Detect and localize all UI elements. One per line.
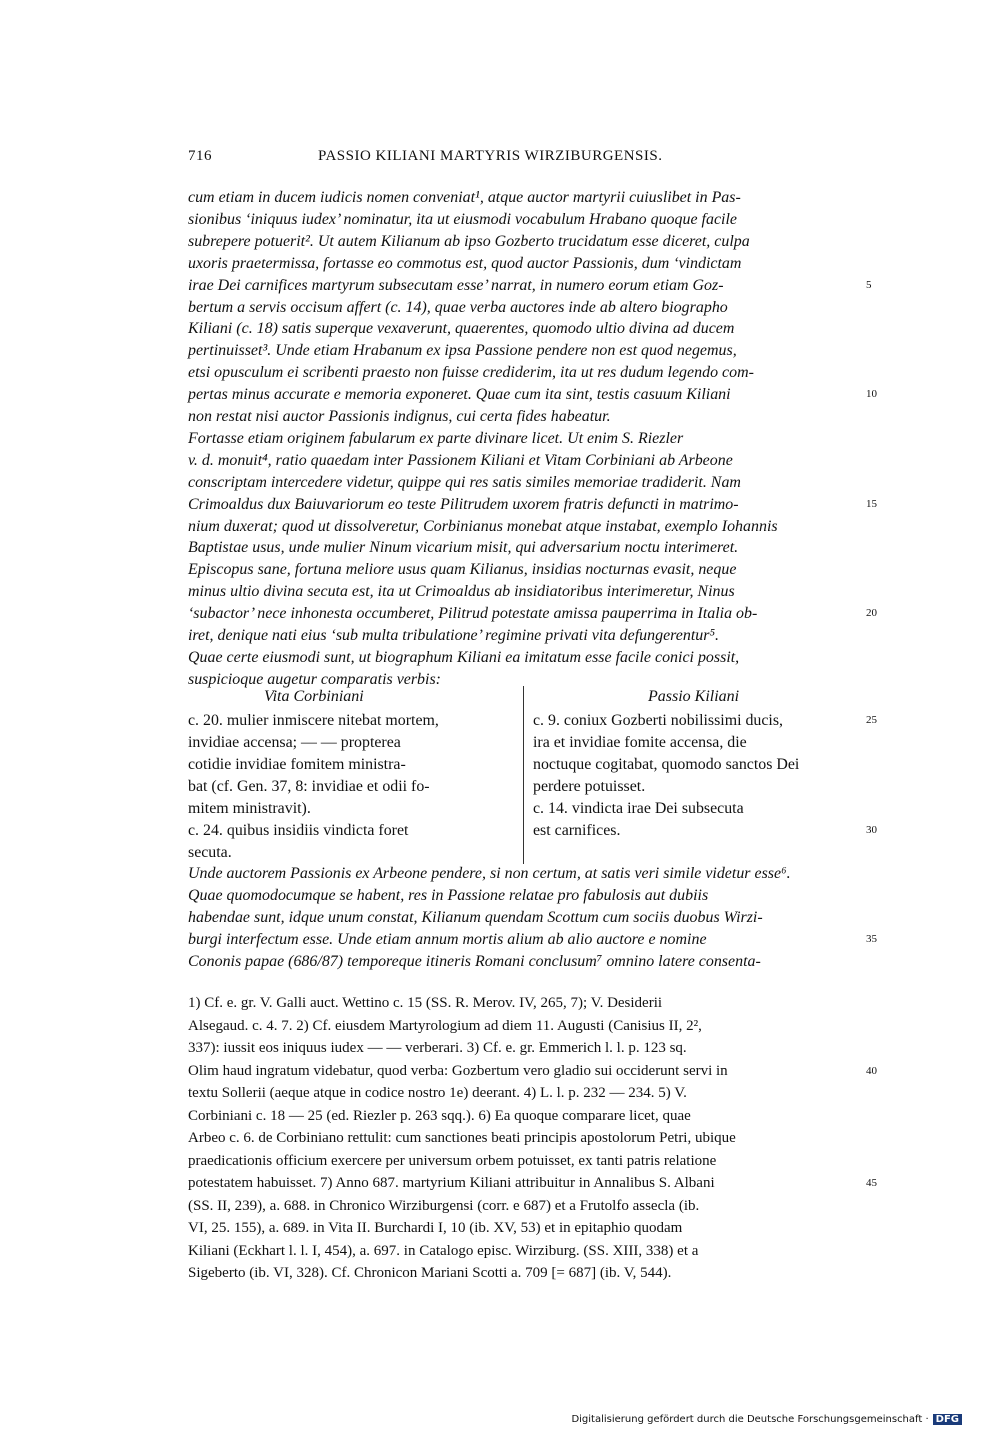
column-line: est carnifices. [533, 822, 621, 839]
text-line: non restat nisi auctor Passionis indignus, cui certa fides habeatur. [188, 408, 611, 425]
column-line: c. 24. quibus insidiis vindicta foret [188, 822, 409, 839]
footnote-line: textu Sollerii (aeque atque in codice nostro 1e) deerant. 4) L. l. p. 232 — 234. 5) V. [188, 1085, 687, 1101]
line-number: 20 [866, 607, 877, 620]
text-line: etsi opusculum ei scribenti praesto non fuisse crediderim, ita ut res dudum legendo com- [188, 364, 754, 382]
text-line: Crimoaldus dux Baiuvariorum eo teste Pilitrudem uxorem fratris defuncti in matrimo- [188, 495, 739, 513]
line-number: 35 [866, 933, 877, 945]
column-line: invidiae accensa; — — propterea [188, 734, 401, 751]
column-line: c. 14. vindicta irae Dei subsecuta [533, 800, 744, 817]
line-number: 5 [866, 278, 872, 291]
text-line: Unde auctorem Passionis ex Arbeone pendere, si non certum, at satis veri simile videtur esse⁶. [188, 865, 791, 882]
column-line: mitem ministravit). [188, 800, 311, 817]
text-line: habendae sunt, idque unum constat, Kilianum quendam Scottum cum sociis duobus Wirzi- [188, 909, 763, 926]
footnote-line: Alsegaud. c. 4. 7. 2) Cf. eiusdem Martyrologium ad diem 11. Augusti (Canisius II, 2², [188, 1017, 702, 1034]
text-line: minus ultio divina secuta est, ita ut Crimoaldus ab insidiatoribus interimeretur, Ninus [188, 583, 735, 601]
column-divider [523, 686, 524, 864]
column-line: secuta. [188, 844, 232, 861]
text-line: conscriptam intercedere videtur, quippe qui res satis similes memoriae tradiderit. Nam [188, 473, 741, 491]
text-line: cum etiam in ducem iudicis nomen conveniat¹, atque auctor martyrii cuiuslibet in Pas- [188, 189, 741, 206]
text-line: iret, denique nati eius ‘sub multa tribulatione’ regimine privati vita defungerentur⁵. [188, 627, 720, 644]
footnote-line: praedicationis officium exercere per universum orbem potuisset, ex tanti patris relatione [188, 1152, 717, 1169]
line-number: 15 [866, 497, 877, 510]
column-line: noctuque cogitabat, quomodo sanctos Dei [533, 756, 800, 773]
digitization-credit [571, 1414, 962, 1425]
dfg-logo: DFG [933, 1414, 962, 1425]
footnote-line: VI, 25. 155), a. 689. in Vita II. Burchardi I, 10 (ib. XV, 53) et in epitaphio quodam [188, 1220, 683, 1236]
text-line: nium duxerat; quod ut dissolveretur, Corbinianus monebat atque instabat, exemplo Iohannis [188, 517, 778, 535]
text-line: Quae certe eiusmodi sunt, ut biographum Kiliani ea imitatum esse facile conici possit, [188, 648, 740, 666]
text-line: sionibus ‘iniquus iudex’ nominatur, ita ut eiusmodi vocabulum Hrabano quoque facile [188, 210, 737, 228]
left-column-text [188, 710, 516, 864]
text-line: Quae quomodocumque se habent, res in Passione relatae pro fabulosis aut dubiis [188, 887, 709, 904]
footnote-line: potestatem habuisset. 7) Anno 687. martyrium Kiliani attribuitur in Annalibus S. Albani [188, 1175, 715, 1191]
column-line: bat (cf. Gen. 37, 8: invidiae et odii fo- [188, 778, 430, 795]
text-line: pertas minus accurate e memoria exponeret. Quae cum ita sint, testis casuum Kiliani [188, 386, 731, 404]
text-line: Kiliani (c. 18) satis superque vexaverunt, quaerentes, quomodo ultio divina ad ducem [188, 320, 735, 338]
page-number: 716 [188, 148, 212, 164]
text-line: subrepere potuerit². Ut autem Kilianum ab ipso Gozberto trucidatum esse diceret, culpa [188, 232, 750, 250]
footnote-line: 337): iussit eos iniquus iudex — — verberari. 3) Cf. e. gr. Emmerich l. l. p. 123 sq. [188, 1040, 687, 1056]
text-line: irae Dei carnifices martyrum subsecutam esse’ narrat, in numero eorum etiam Goz- [188, 276, 724, 294]
column-line: ira et invidiae fomite accensa, die [533, 734, 747, 751]
line-number: 45 [866, 1177, 877, 1189]
text-line: Cononis papae (686/87) temporeque itineris Romani conclusum⁷ omnino latere consenta- [188, 953, 761, 970]
text-line: burgi interfectum esse. Unde etiam annum mortis alium ab alio auctore e nomine [188, 931, 707, 948]
right-column-title: Passio Kiliani [648, 688, 740, 705]
footnote-line: Arbeo c. 6. de Corbiniano rettulit: cum sanctiones beati principis apostolorum Petri, ubique [188, 1130, 736, 1146]
column-line: c. 20. mulier inmiscere nitebat mortem, [188, 712, 439, 729]
text-line: uxoris praetermissa, fortasse eo commotus est, quod auctor Passionis, dum ‘vindictam [188, 254, 742, 272]
right-column-text [533, 710, 861, 842]
column-line: cotidie invidiae fomitem ministra- [188, 756, 406, 773]
footnote-line: Corbiniani c. 18 — 25 (ed. Riezler p. 263 sqq.). 6) Ea quoque comparare licet, quae [188, 1107, 691, 1124]
text-line: pertinuisset³. Unde etiam Hrabanum ex ipsa Passione pendere non est quod negemus, [188, 342, 737, 360]
running-title: PASSIO KILIANI MARTYRIS WIRZIBURGENSIS. [318, 148, 663, 164]
text-line: ‘subactor’ nece inhonesta occumberet, Pilitrud potestate amissa pauperrima in Italia ob- [188, 605, 758, 623]
column-line: perdere potuisset. [533, 778, 646, 795]
footnote-line: Sigeberto (ib. VI, 328). Cf. Chronicon Mariani Scotti a. 709 [= 687] (ib. V, 544). [188, 1265, 672, 1281]
text-line: v. d. monuit⁴, ratio quaedam inter Passionem Kiliani et Vitam Corbiniani ab Arbeone [188, 451, 733, 469]
footnote-line: (SS. II, 239), a. 688. in Chronico Wirziburgensi (corr. e 687) et a Frutolfo assecla (ib. [188, 1197, 700, 1214]
footnote-line: Kiliani (Eckhart l. l. I, 454), a. 697. in Catalogo episc. Wirziburg. (SS. XIII, 338) et a [188, 1242, 699, 1259]
text-line: Baptistae usus, unde mulier Ninum vicarium misit, qui adversarium noctu interimeret. [188, 539, 739, 557]
text-line: Fortasse etiam originem fabularum ex parte divinare licet. Ut enim S. Riezler [188, 429, 684, 447]
text-line: Episcopus sane, fortuna meliore usus quam Kilianus, insidias nocturnas evasit, neque [188, 561, 737, 579]
column-line: c. 9. coniux Gozberti nobilissimi ducis, [533, 712, 784, 729]
text-line: suspicioque augetur comparatis verbis: [188, 670, 441, 688]
line-number: 40 [866, 1064, 877, 1077]
line-number: 25 [866, 714, 877, 726]
left-column-title: Vita Corbiniani [264, 688, 364, 705]
line-number: 10 [866, 388, 877, 401]
text-line: bertum a servis occisum affert (c. 14), quae verba auctores inde ab altero biographo [188, 298, 728, 316]
footnote-line: Olim haud ingratum videbatur, quod verba: Gozbertum vero gladio sui occiderunt servi in [188, 1062, 728, 1079]
line-number: 30 [866, 824, 877, 836]
footnote-line: 1) Cf. e. gr. V. Galli auct. Wettino c. 15 (SS. R. Merov. IV, 265, 7); V. Desiderii [188, 995, 663, 1011]
credit-text: Digitalisierung gefördert durch die Deutsche Forschungsgemeinschaft · [571, 1414, 929, 1425]
